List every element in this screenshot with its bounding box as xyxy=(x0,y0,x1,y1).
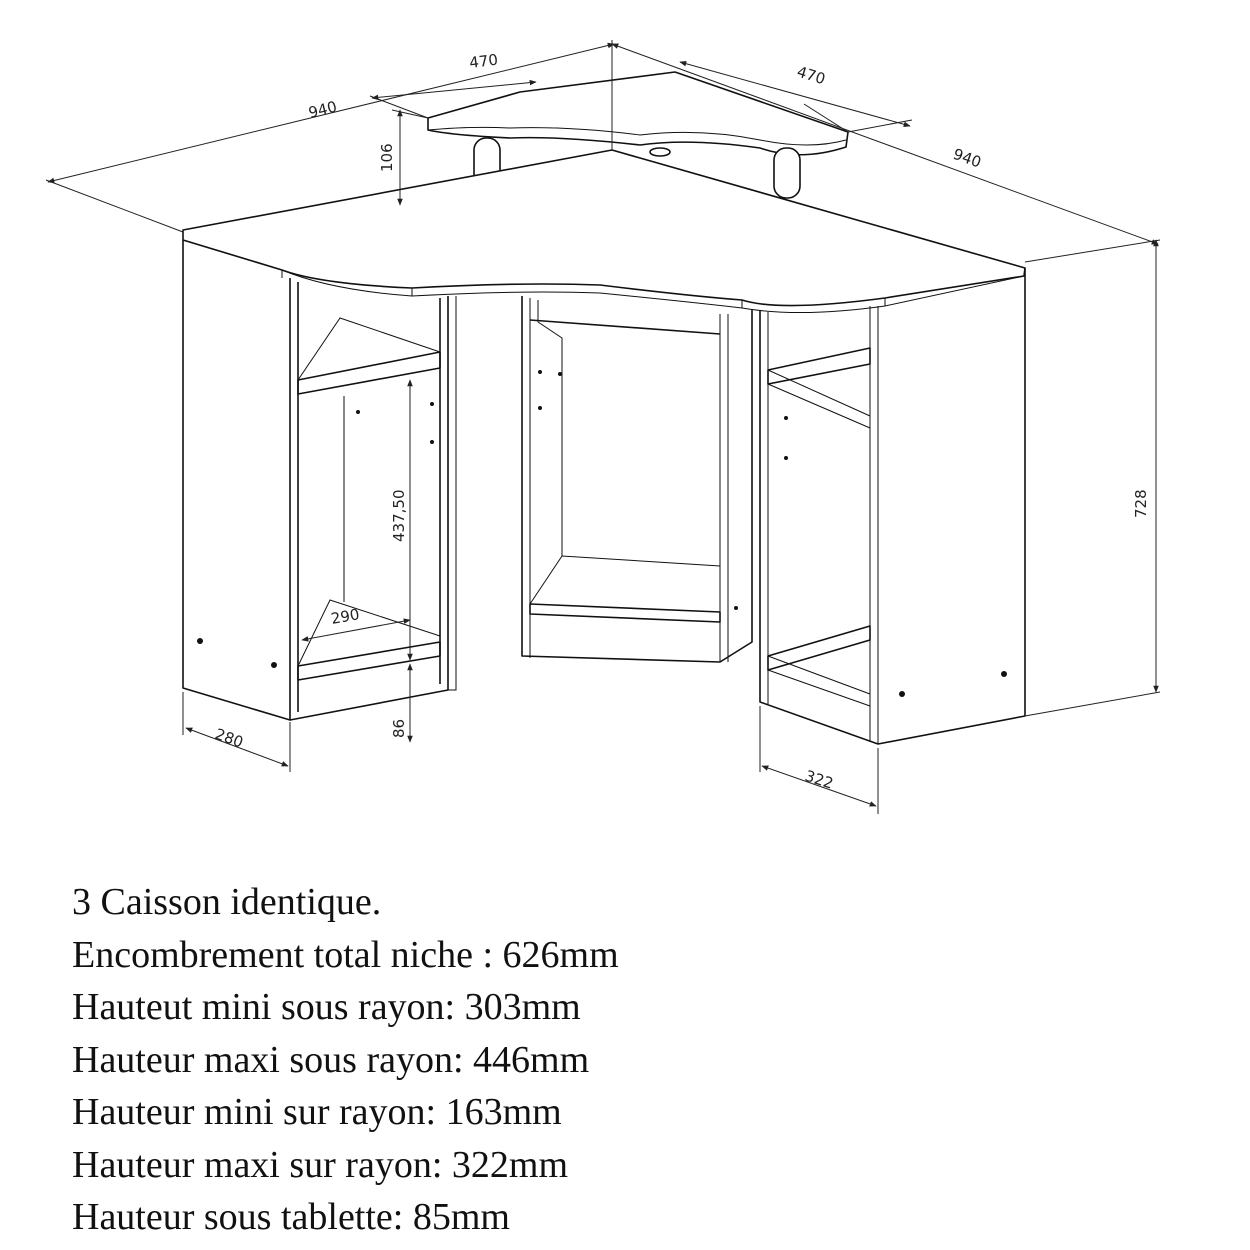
middle-caisson xyxy=(522,296,752,662)
dim-label-940-left: 940 xyxy=(306,97,339,122)
right-caisson xyxy=(760,268,1025,744)
dim-label-322: 322 xyxy=(802,766,836,793)
dim-label-437-50: 437,50 xyxy=(390,489,408,542)
dim-label-470-right: 470 xyxy=(794,62,828,89)
dim-label-106: 106 xyxy=(378,143,396,172)
note-line: Hauteur maxi sur rayon: 322mm xyxy=(72,1143,569,1186)
note-line: 3 Caisson identique. xyxy=(72,881,382,923)
dim-label-86: 86 xyxy=(390,718,408,738)
note-line: Hauteur sous tablette: 85mm xyxy=(72,1196,510,1238)
spec-notes xyxy=(72,876,619,1244)
desktop-top xyxy=(183,150,1025,313)
note-line: Hauteur maxi sous rayon: 446mm xyxy=(72,1038,590,1081)
shelf-leg-right xyxy=(774,148,800,198)
dim-label-470-left: 470 xyxy=(468,50,499,72)
note-line: Hauteut mini sous rayon: 303mm xyxy=(72,986,581,1028)
dim-label-290: 290 xyxy=(329,605,361,628)
shelf-leg-back xyxy=(650,148,670,156)
left-caisson xyxy=(183,240,456,720)
dim-label-280: 280 xyxy=(212,724,246,752)
dim-label-728: 728 xyxy=(1132,489,1150,518)
note-line: Encombrement total niche : 626mm xyxy=(72,933,619,976)
dim-label-940-right: 940 xyxy=(950,144,984,172)
note-line: Hauteur mini sur rayon: 163mm xyxy=(72,1091,562,1133)
